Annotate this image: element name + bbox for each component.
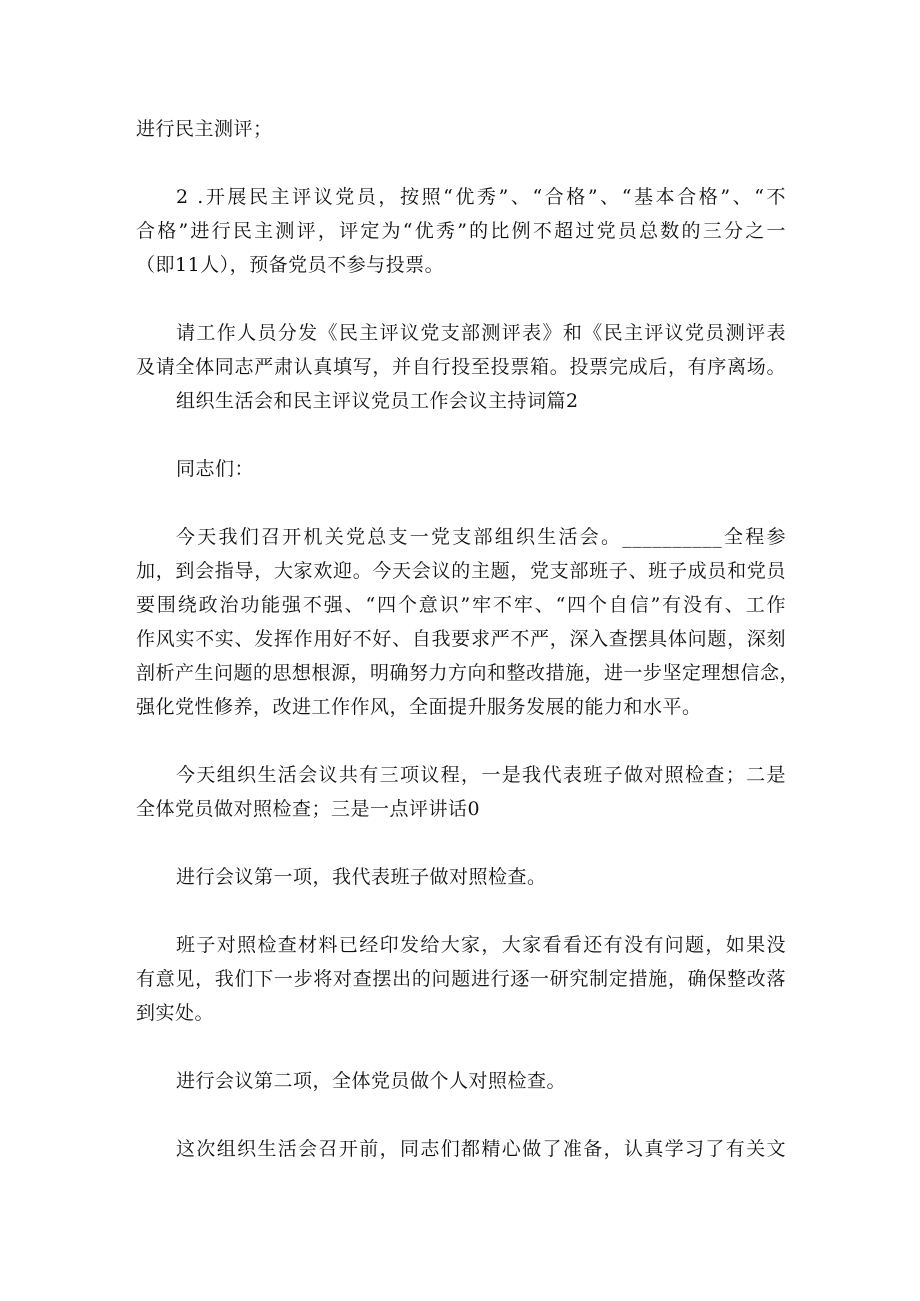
text-line: 班子对照检查材料已经印发给大家，大家看看还有没有问题，如果没 bbox=[176, 934, 786, 956]
salutation: 同志们： bbox=[176, 458, 255, 480]
text-line: 到实处。 bbox=[136, 1002, 215, 1024]
text-line: 今天我们召开机关党总支一党支部组织生活会。__________全程参 bbox=[176, 526, 786, 548]
section-heading: 组织生活会和民主评议党员工作会议主持词篇2 bbox=[176, 390, 579, 412]
text-line: 进行民主测评； bbox=[136, 118, 273, 140]
text-line: 有意见，我们下一步将对查摆出的问题进行逐一研究制定措施，确保整改落 bbox=[136, 968, 786, 990]
text-line: 及请全体同志严肃认真填写，并自行投至投票箱。投票完成后，有序离场。 bbox=[136, 356, 786, 378]
text-line: 作风实不实、发挥作用好不好、自我要求严不严，深入查摆具体问题，深刻 bbox=[136, 628, 786, 650]
text-line: 强化党性修养，改进工作作风，全面提升服务发展的能力和水平。 bbox=[136, 696, 702, 718]
text-line: 请工作人员分发《民主评议党支部测评表》和《民主评议党员测评表 bbox=[176, 322, 786, 344]
text-line: 合格”进行民主测评，评定为“优秀”的比例不超过党员总数的三分之一 bbox=[136, 220, 786, 242]
text-line: 进行会议第二项，全体党员做个人对照检查。 bbox=[176, 1070, 567, 1092]
text-line: 这次组织生活会召开前，同志们都精心做了准备，认真学习了有关文 bbox=[176, 1138, 786, 1160]
text-line: 今天组织生活会议共有三项议程，一是我代表班子做对照检查；二是 bbox=[176, 764, 786, 786]
text-line: 2 .开展民主评议党员，按照“优秀”、“合格”、“基本合格”、“不 bbox=[176, 186, 786, 208]
text-line: （即11人），预备党员不参与投票。 bbox=[136, 254, 445, 276]
text-line: 剖析产生问题的思想根源，明确努力方向和整改措施，进一步坚定理想信念， bbox=[136, 662, 800, 684]
text-line: 加，到会指导，大家欢迎。今天会议的主题，党支部班子、班子成员和党员 bbox=[136, 560, 786, 582]
text-line: 进行会议第一项，我代表班子做对照检查。 bbox=[176, 866, 547, 888]
text-line: 要围绕政治功能强不强、“四个意识”牢不牢、“四个自信”有没有、工作 bbox=[136, 594, 786, 616]
text-line: 全体党员做对照检查；三是一点评讲话0 bbox=[136, 798, 481, 820]
